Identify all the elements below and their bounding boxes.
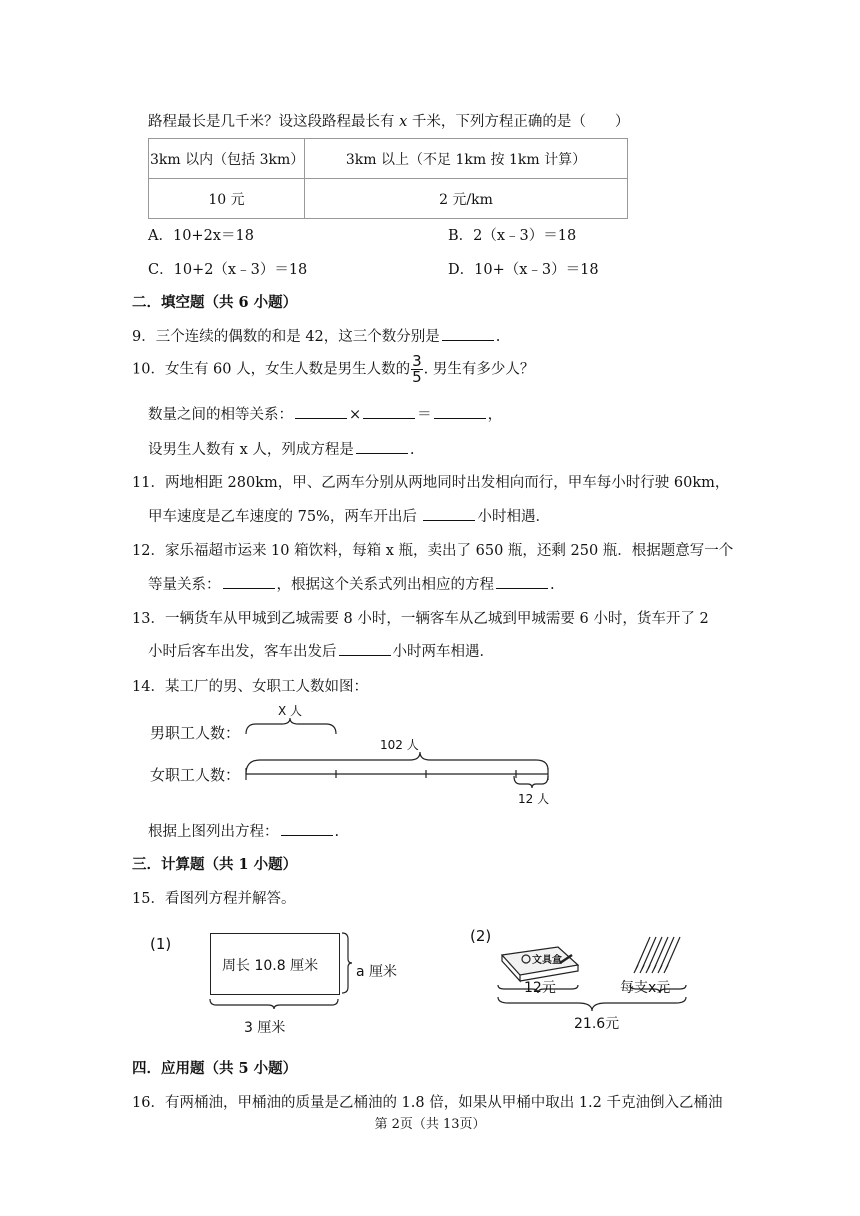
q12-text-a: 等量关系：: [148, 577, 221, 593]
total-price-label: 21.6元: [574, 1016, 620, 1032]
q10-blank-1[interactable]: [295, 406, 347, 419]
q12-blank-1[interactable]: [223, 576, 275, 589]
fraction-3-5: [411, 354, 423, 385]
q13-blank[interactable]: [339, 643, 391, 656]
q15-line1: 15．看图列方程并解答。: [132, 891, 296, 907]
figure-1-label: (1): [150, 935, 172, 953]
pencil-case-text: 文具盒: [532, 955, 562, 966]
q8-stem-b: 千米，下列方程正确的是（ ）: [411, 114, 630, 130]
pencil-figure: [468, 925, 718, 1040]
section-application: 四．应用题（共 5 小题）: [132, 1060, 298, 1077]
q12-text-b: ，根据这个关系式列出相应的方程: [276, 577, 494, 593]
male-brace: [246, 718, 336, 734]
option-b[interactable]: B．2（x﹣3）＝18: [448, 228, 577, 244]
q8-stem-a: 路程最长是几千米？设这段路程最长有: [148, 114, 395, 130]
q13-text-a: 小时后客车出发，客车出发后: [148, 644, 337, 660]
price-box-label: 12元: [524, 980, 556, 996]
q12-blank-2[interactable]: [496, 576, 548, 589]
q13-line2: [148, 640, 494, 661]
option-d[interactable]: D．10+（x﹣3）＝18: [448, 262, 599, 278]
q12-line1: 12．家乐福超市运来 10 箱饮料，每箱 x 瓶，卖出了 650 瓶，还剩 250 瓶．根据题意写一个: [132, 543, 734, 559]
q11-line2: [148, 505, 550, 526]
q11-blank[interactable]: [423, 508, 475, 521]
fare-value-2: 2 元/km: [305, 179, 628, 219]
extra-brace: [514, 776, 548, 788]
male-label: 男职工人数：: [150, 724, 241, 742]
q9-blank[interactable]: [442, 328, 494, 341]
section-calc: 三．计算题（共 1 小题）: [132, 856, 298, 873]
q13-text-b: 小时两车相遇．: [392, 644, 494, 660]
q9: 9．三个连续的偶数的和是 42，这三个数分别是 .: [132, 329, 501, 345]
option-a[interactable]: A．10+2x＝18: [148, 228, 254, 244]
fare-header-1: 3km 以内（包括 3km）: [149, 139, 305, 179]
q14-blank[interactable]: [281, 823, 333, 836]
q11-text-b: 小时相遇．: [477, 509, 550, 525]
q11-text-a: 甲车速度是乙车速度的 75%，两车开出后: [148, 509, 417, 525]
q10-blank-4[interactable]: [356, 441, 408, 454]
side-3-label: 3 厘米: [244, 1020, 286, 1036]
x-label: X 人: [278, 704, 303, 718]
q8-var: x: [399, 114, 408, 130]
q14-ask-text: 根据上图列出方程：: [148, 824, 279, 840]
female-label: 女职工人数：: [150, 766, 241, 784]
total-brace: [246, 752, 548, 774]
q10-blank-3[interactable]: [434, 406, 486, 419]
q9-text: 9．三个连续的偶数的和是 42，这三个数分别是: [132, 329, 440, 345]
rect-brackets: [148, 925, 428, 1040]
figure-2-label: (2): [470, 927, 492, 945]
q10-equation: 设男生人数有 x 人，列成方程是 .: [148, 442, 415, 458]
q10: [132, 354, 534, 385]
q10-set: 设男生人数有 x 人，列成方程是: [148, 442, 354, 458]
price-pen-label: 每支x元: [620, 980, 671, 996]
q10-relation: 数量之间的相等关系： × ＝ ，: [148, 407, 503, 423]
frac-denominator: 5: [412, 368, 422, 386]
q13-line1: 13．一辆货车从甲城到乙城需要 8 小时，一辆客车从乙城到甲城需要 6 小时，货车开了 2: [132, 611, 709, 627]
q10-blank-2[interactable]: [363, 406, 415, 419]
pencils-icon: [634, 937, 680, 973]
fare-value-1: 10 元: [149, 179, 305, 219]
rectangle-figure: [148, 925, 428, 1040]
perimeter-label: 周长 10.8 厘米: [222, 958, 319, 974]
page-footer: 第 2页（共 13页）: [374, 1117, 486, 1132]
bracket-lines: [148, 700, 578, 810]
q10-rel-label: 数量之间的相等关系：: [148, 407, 293, 423]
worker-diagram: [148, 700, 578, 810]
section-fill-blank: 二．填空题（共 6 小题）: [132, 294, 298, 311]
q12-line2: 等量关系： ，根据这个关系式列出相应的方程 .: [148, 577, 555, 593]
fare-header-2: 3km 以上（不足 1km 按 1km 计算）: [305, 139, 628, 179]
q14-line1: 14．某工厂的男、女职工人数如图：: [132, 679, 368, 695]
extra-label: 12 人: [518, 792, 550, 806]
q11-line1: 11．两地相距 280km，甲、乙两车分别从两地同时出发相向而行，甲车每小时行驶 60km，: [132, 475, 730, 491]
q14-ask: 根据上图列出方程： .: [148, 824, 340, 840]
q10-text: 10．女生有 60 人，女生人数是男生人数的: [132, 361, 411, 378]
total-label: 102 人: [380, 738, 419, 752]
fare-table: [148, 138, 628, 219]
side-a-label: a 厘米: [356, 964, 398, 980]
q16-line1: 16．有两桶油，甲桶油的质量是乙桶油的 1.8 倍，如果从甲桶中取出 1.2 千克油倒入乙桶油: [132, 1095, 723, 1111]
option-c[interactable]: C．10+2（x﹣3）＝18: [148, 262, 308, 278]
q8-stem: [148, 110, 629, 131]
frac-numerator: 3: [412, 352, 422, 370]
q10-text-b: . 男生有多少人？: [423, 361, 535, 378]
